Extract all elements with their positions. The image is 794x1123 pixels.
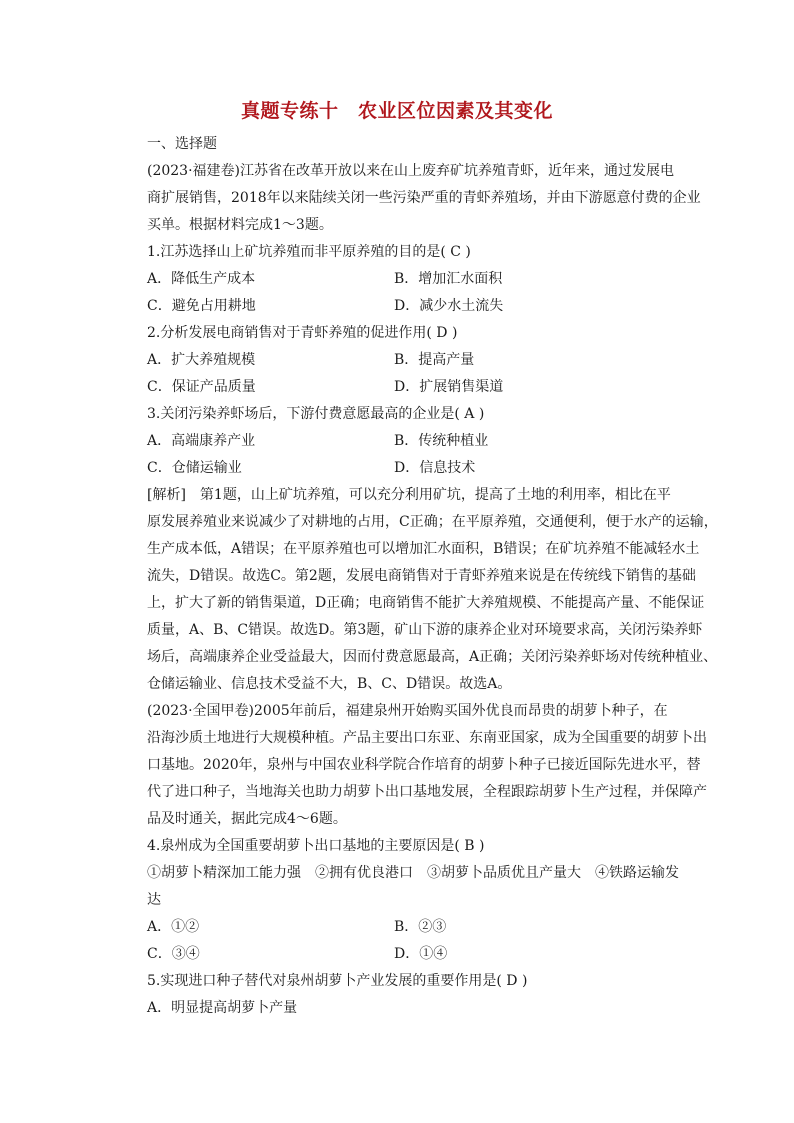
option-b: B．②③ (394, 919, 447, 935)
options-row (147, 293, 682, 320)
question-stem: 4.泉州成为全国重要胡萝卜出口基地的主要原因是( B ) (147, 838, 485, 854)
passage-1 (147, 158, 701, 239)
passage-line: (2023·全国甲卷)2005年前后，福建泉州开始购买国外优良而昂贵的胡萝卜种子，在 (147, 703, 668, 719)
question-stem: 3.关闭污染养虾场后，下游付费意愿最高的企业是( A ) (147, 406, 485, 422)
passage-line: 口基地。2020年，泉州与中国农业科学院合作培育的胡萝卜种子已接近国际先进水平，替 (147, 757, 701, 773)
options-row (147, 374, 682, 401)
analysis-line: 质量，A、B、C错误。故选D。第3题，矿山下游的康养企业对环境要求高，关闭污染养虾 (147, 622, 703, 638)
question-1 (147, 239, 682, 320)
option-d: D．信息技术 (394, 460, 476, 476)
option-d: D．减少水土流失 (394, 298, 504, 314)
passage-line: 买单。根据材料完成1～3题。 (147, 217, 333, 233)
option-a: A．高端康养产业 (147, 433, 256, 449)
question-stem: 1.江苏选择山上矿坑养殖而非平原养殖的目的是( C ) (147, 244, 471, 260)
analysis-line: 场后，高端康养企业受益最大，因而付费意愿最高，A正确；关闭污染养虾场对传统种植业、 (147, 649, 718, 665)
option-b: B．增加汇水面积 (394, 271, 503, 287)
passage-line: 代了进口种子，当地海关也助力胡萝卜出口基地发展，全程跟踪胡萝卜生产过程，并保障产 (147, 784, 707, 800)
options-row (147, 266, 682, 293)
options-row (147, 914, 682, 941)
analysis-block (147, 482, 718, 698)
document-body (147, 131, 718, 1022)
analysis-line: 上，扩大了新的销售渠道，D正确；电商销售不能扩大养殖规模、不能提高产量、不能保证 (147, 595, 705, 611)
option-b: B．提高产量 (394, 352, 475, 368)
option-b: B．传统种植业 (394, 433, 489, 449)
option-a: A．明显提高胡萝卜产量 (147, 1000, 298, 1016)
section-heading: 一、选择题 (147, 136, 217, 152)
options-row (147, 347, 682, 374)
options-row (147, 941, 682, 968)
analysis-line: 仓储运输业、信息技术受益不大，B、C、D错误。故选A。 (147, 676, 512, 692)
page-title: 真题专练十 农业区位因素及其变化 (240, 100, 553, 122)
option-d: D．扩展销售渠道 (394, 379, 504, 395)
option-c: C．避免占用耕地 (147, 298, 256, 314)
option-c: C．保证产品质量 (147, 379, 256, 395)
question-2 (147, 320, 682, 401)
option-c: C．仓储运输业 (147, 460, 242, 476)
analysis-line: 原发展养殖业来说减少了对耕地的占用，C正确；在平原养殖，交通便利，便于水产的运输， (147, 514, 718, 530)
options-row (147, 455, 682, 482)
question-4 (147, 833, 682, 968)
statement-list-cont: 达 (147, 892, 161, 908)
passage-line: 商扩展销售，2018年以来陆续关闭一些污染严重的青虾养殖场，并由下游愿意付费的企业 (147, 190, 701, 206)
option-a: A．扩大养殖规模 (147, 352, 256, 368)
passage-2 (147, 698, 707, 833)
option-a: A．①② (147, 919, 200, 935)
question-3 (147, 401, 682, 482)
statement-list: ①胡萝卜精深加工能力强 ②拥有优良港口 ③胡萝卜品质优且产量大 ④铁路运输发 (147, 865, 679, 881)
option-a: A．降低生产成本 (147, 271, 256, 287)
analysis-line: 生产成本低，A错误；在平原养殖也可以增加汇水面积，B错误；在矿坑养殖不能减轻水土 (147, 541, 700, 557)
options-row (147, 428, 682, 455)
option-d: D．①④ (394, 946, 448, 962)
passage-line: 沿海沙质土地进行大规模种植。产品主要出口东亚、东南亚国家，成为全国重要的胡萝卜出 (147, 730, 707, 746)
analysis-line: 流失，D错误。故选C。第2题，发展电商销售对于青虾养殖来说是在传统线下销售的基础 (147, 568, 696, 584)
question-stem: 2.分析发展电商销售对于青虾养殖的促进作用( D ) (147, 325, 458, 341)
question-5 (147, 968, 682, 1022)
analysis-line: [解析] 第1题，山上矿坑养殖，可以充分利用矿坑，提高了土地的利用率，相比在平 (147, 487, 671, 503)
question-stem: 5.实现进口种子替代对泉州胡萝卜产业发展的重要作用是( D ) (147, 973, 528, 989)
passage-line: (2023·福建卷)江苏省在改革开放以来在山上废弃矿坑养殖青虾，近年来，通过发展电 (147, 163, 675, 179)
option-c: C．③④ (147, 946, 200, 962)
passage-line: 品及时通关，据此完成4～6题。 (147, 811, 347, 827)
